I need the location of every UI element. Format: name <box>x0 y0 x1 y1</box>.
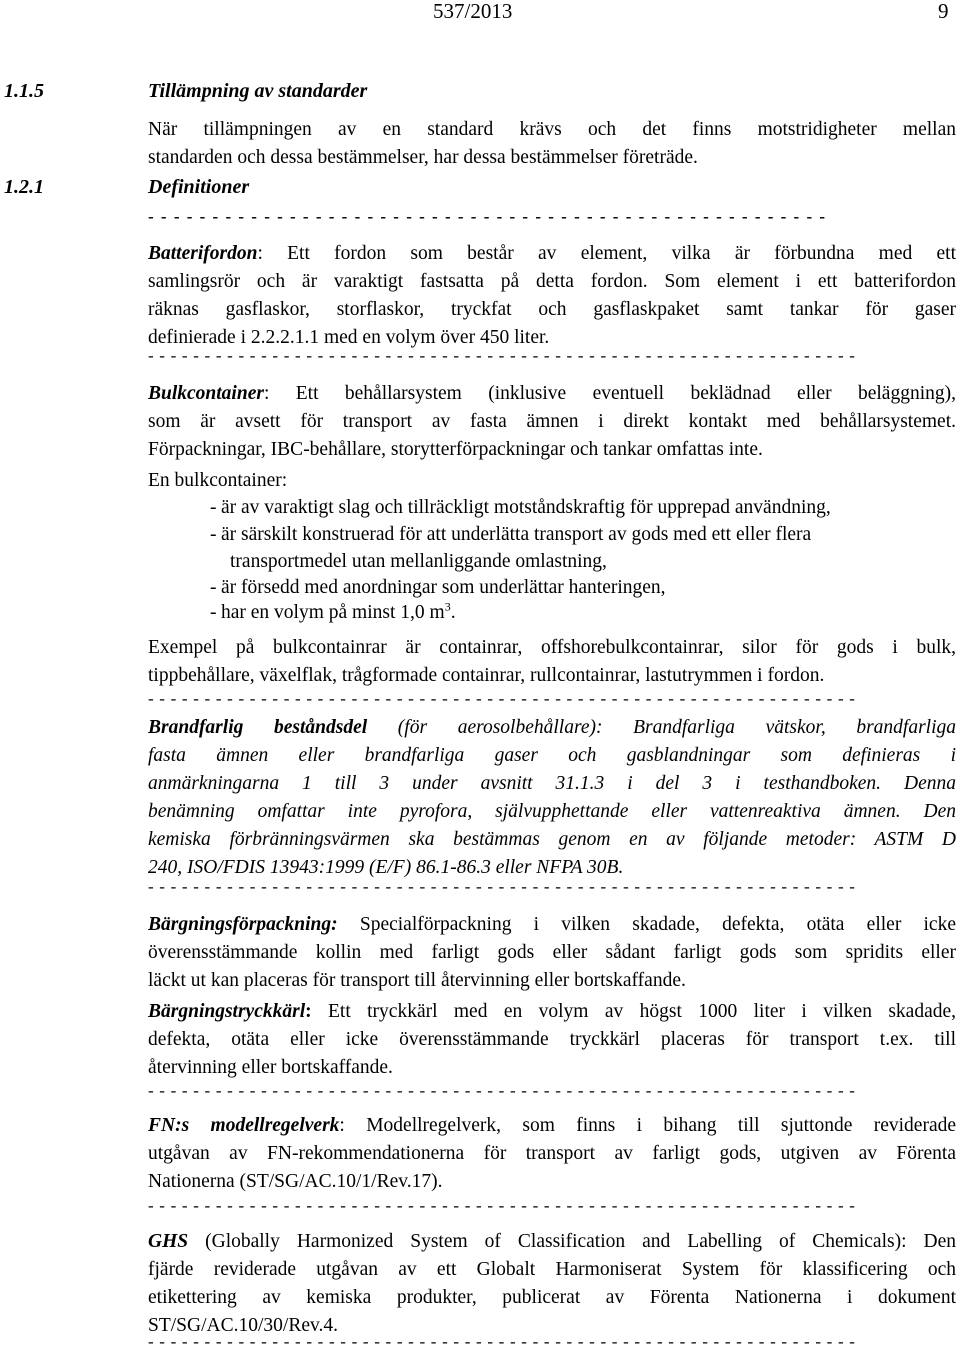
batterifordon-line-3: räknas gasflaskor, storflaskor, tryckfat och gasflaskpaket samt tankar för gaser <box>148 299 956 320</box>
definition-brandfarlig <box>148 714 956 882</box>
section-title-121: Definitioner <box>148 176 250 198</box>
bulkcontainer-item-1: - är av varaktigt slag och tillräckligt motståndskraftig för upprepad användning, <box>210 497 831 518</box>
brandfarlig-line-4: benämning omfattar inte pyrofora, självupphettande eller vattenreaktiva ämnen. Den <box>148 801 956 822</box>
batterifordon-term: Batterifordon <box>148 243 258 264</box>
definition-ghs <box>148 1228 956 1340</box>
definition-bargningstryckkarl <box>148 998 956 1082</box>
fn-line-2: utgåvan av FN-rekommendationerna för transport av farligt gods, utgiven av Förenta <box>148 1143 956 1164</box>
page-number: 9 <box>938 0 949 23</box>
examples-line-2: tippbehållare, växelflak, trågformade containrar, rullcontainrar, lastutrymmen i fordon. <box>148 665 825 686</box>
bulkcontainer-item-2-cont: transportmedel utan mellanliggande omlastning, <box>230 551 607 572</box>
separator-4: - - - - - - - - - - - - - - - - - - - - - - - - - - - - - - - - - - - - - - - - - - - - - - - - - - - - - - - - - - - - - - - <box>148 1081 856 1100</box>
brandfarlig-line-3: anmärkningarna 1 till 3 under avsnitt 31.1.3 i del 3 i testhandboken. Denna <box>148 773 956 794</box>
bulkcontainer-line-1: Bulkcontainer: Ett behållarsystem (inklusive eventuell beklädnad eller beläggning), <box>148 383 956 404</box>
bargningsforpackning-term: Bärgningsförpackning: <box>148 914 338 935</box>
section-115-line-2: standarden och dessa bestämmelser, har dessa bestämmelser företräde. <box>148 147 698 168</box>
fn-term: FN:s modellregelverk <box>148 1115 340 1136</box>
bargningstryckkarl-line-3: återvinning eller bortskaffande. <box>148 1057 393 1078</box>
section-115-text <box>148 116 956 172</box>
brandfarlig-line-5: kemiska förbränningsvärmen ska bestämmas genom en av följande metoder: ASTM D <box>148 829 956 850</box>
separator-2: - - - - - - - - - - - - - - - - - - - - - - - - - - - - - - - - - - - - - - - - - - - - - - - - - - - - - - - - - - - - - - - <box>148 689 856 708</box>
section-115-line-1: När tillämpningen av en standard krävs och det finns motstridigheter mellan <box>148 119 956 140</box>
bulkcontainer-examples <box>148 634 956 690</box>
page-header <box>0 0 960 28</box>
separator-1: - - - - - - - - - - - - - - - - - - - - - - - - - - - - - - - - - - - - - - - - - - - - - - - - - - - - - - - - - - - - - - - <box>148 346 856 365</box>
examples-line-1: Exempel på bulkcontainrar är containrar, offshorebulkcontainrar, silor för gods i bulk, <box>148 637 956 658</box>
ghs-term: GHS <box>148 1231 189 1252</box>
ghs-line-4: ST/SG/AC.10/30/Rev.4. <box>148 1315 338 1336</box>
bargningsforpackning-line-2: överensstämmande kollin med farligt gods eller sådant farligt gods som spridits eller <box>148 942 956 963</box>
definition-bargningsforpackning <box>148 911 956 995</box>
definition-fn <box>148 1112 956 1196</box>
brandfarlig-line-1: Brandfarlig beståndsdel (för aerosolbehållare): Brandfarliga vätskor, brandfarliga <box>148 717 956 738</box>
bargningstryckkarl-line-1: Bärgningstryckkärl: Ett tryckkärl med en volym av högst 1000 liter i vilken skadade, <box>148 1001 956 1022</box>
brandfarlig-line-6: 240, ISO/FDIS 13943:1999 (E/F) 86.1-86.3 eller NFPA 30B. <box>148 857 624 878</box>
bulkcontainer-intro: En bulkcontainer: <box>148 470 288 491</box>
brandfarlig-term: Brandfarlig beståndsdel <box>148 717 368 738</box>
section-title-115: Tillämpning av standarder <box>148 80 368 102</box>
ghs-line-2: fjärde reviderade utgåvan av ett Globalt Harmoniserat System för klassificering och <box>148 1259 956 1280</box>
separator-5: - - - - - - - - - - - - - - - - - - - - - - - - - - - - - - - - - - - - - - - - - - - - - - - - - - - - - - - - - - - - - - - <box>148 1196 856 1215</box>
bargningstryckkarl-line-2: defekta, otäta eller icke överensstämmande tryckkärl placeras för transport t.ex. till <box>148 1029 956 1050</box>
separator-6: - - - - - - - - - - - - - - - - - - - - - - - - - - - - - - - - - - - - - - - - - - - - - - - - - - - - - - - - - - - - - - - <box>148 1332 856 1351</box>
fn-line-3: Nationerna (ST/SG/AC.10/1/Rev.17). <box>148 1171 443 1192</box>
batterifordon-line-2: samlingsrör och är varaktigt fastsatta på detta fordon. Som element i ett batterifordon <box>148 271 956 292</box>
brandfarlig-line-2: fasta ämnen eller brandfarliga gaser och gasblandningar som definieras i <box>148 745 956 766</box>
separator-3: - - - - - - - - - - - - - - - - - - - - - - - - - - - - - - - - - - - - - - - - - - - - - - - - - - - - - - - - - - - - - - - <box>148 877 856 896</box>
bulkcontainer-line-3: Förpackningar, IBC-behållare, storytterförpackningar och tankar omfattas inte. <box>148 439 763 460</box>
fn-line-1: FN:s modellregelverk: Modellregelverk, som finns i bihang till sjuttonde reviderade <box>148 1115 956 1136</box>
bulkcontainer-line-2: som är avsett för transport av fasta ämnen i direkt kontakt med behållarsystemet. <box>148 411 956 432</box>
bulkcontainer-item-2: - är särskilt konstruerad för att underlätta transport av gods med ett eller flera <box>210 524 812 545</box>
bargningsforpackning-line-3: läckt ut kan placeras för transport till återvinning eller bortskaffande. <box>148 970 686 991</box>
section-number-121: 1.2.1 <box>4 176 44 198</box>
definition-batterifordon <box>148 240 956 352</box>
bulkcontainer-item-3: - är försedd med anordningar som underlättar hanteringen, <box>210 577 666 598</box>
bulkcontainer-item-4: - har en volym på minst 1,0 $m^3$. <box>210 599 456 623</box>
ghs-line-3: etikettering av kemiska produkter, publicerat av Förenta Nationerna i dokument <box>148 1287 956 1308</box>
bargningsforpackning-line-1: Bärgningsförpackning: Specialförpackning i vilken skadade, defekta, otäta eller icke <box>148 914 956 935</box>
bulkcontainer-term: Bulkcontainer <box>148 383 264 404</box>
batterifordon-line-4: definierade i 2.2.2.1.1 med en volym över 450 liter. <box>148 327 550 348</box>
definition-bulkcontainer <box>148 380 956 464</box>
ghs-line-1: GHS (Globally Harmonized System of Classification and Labelling of Chemicals): Den <box>148 1231 956 1252</box>
bargningstryckkarl-term: Bärgningstryckkärl <box>148 1001 306 1022</box>
document-number: 537/2013 <box>433 0 513 23</box>
section-number-115: 1.1.5 <box>4 80 44 102</box>
separator-bold: - - - - - - - - - - - - - - - - - - - - - - - - - - - - - - - - - - - - - - - - - - - - - - - - - - - - - <box>148 207 827 226</box>
batterifordon-line-1: Batterifordon: Ett fordon som består av element, vilka är förbundna med ett <box>148 243 956 264</box>
